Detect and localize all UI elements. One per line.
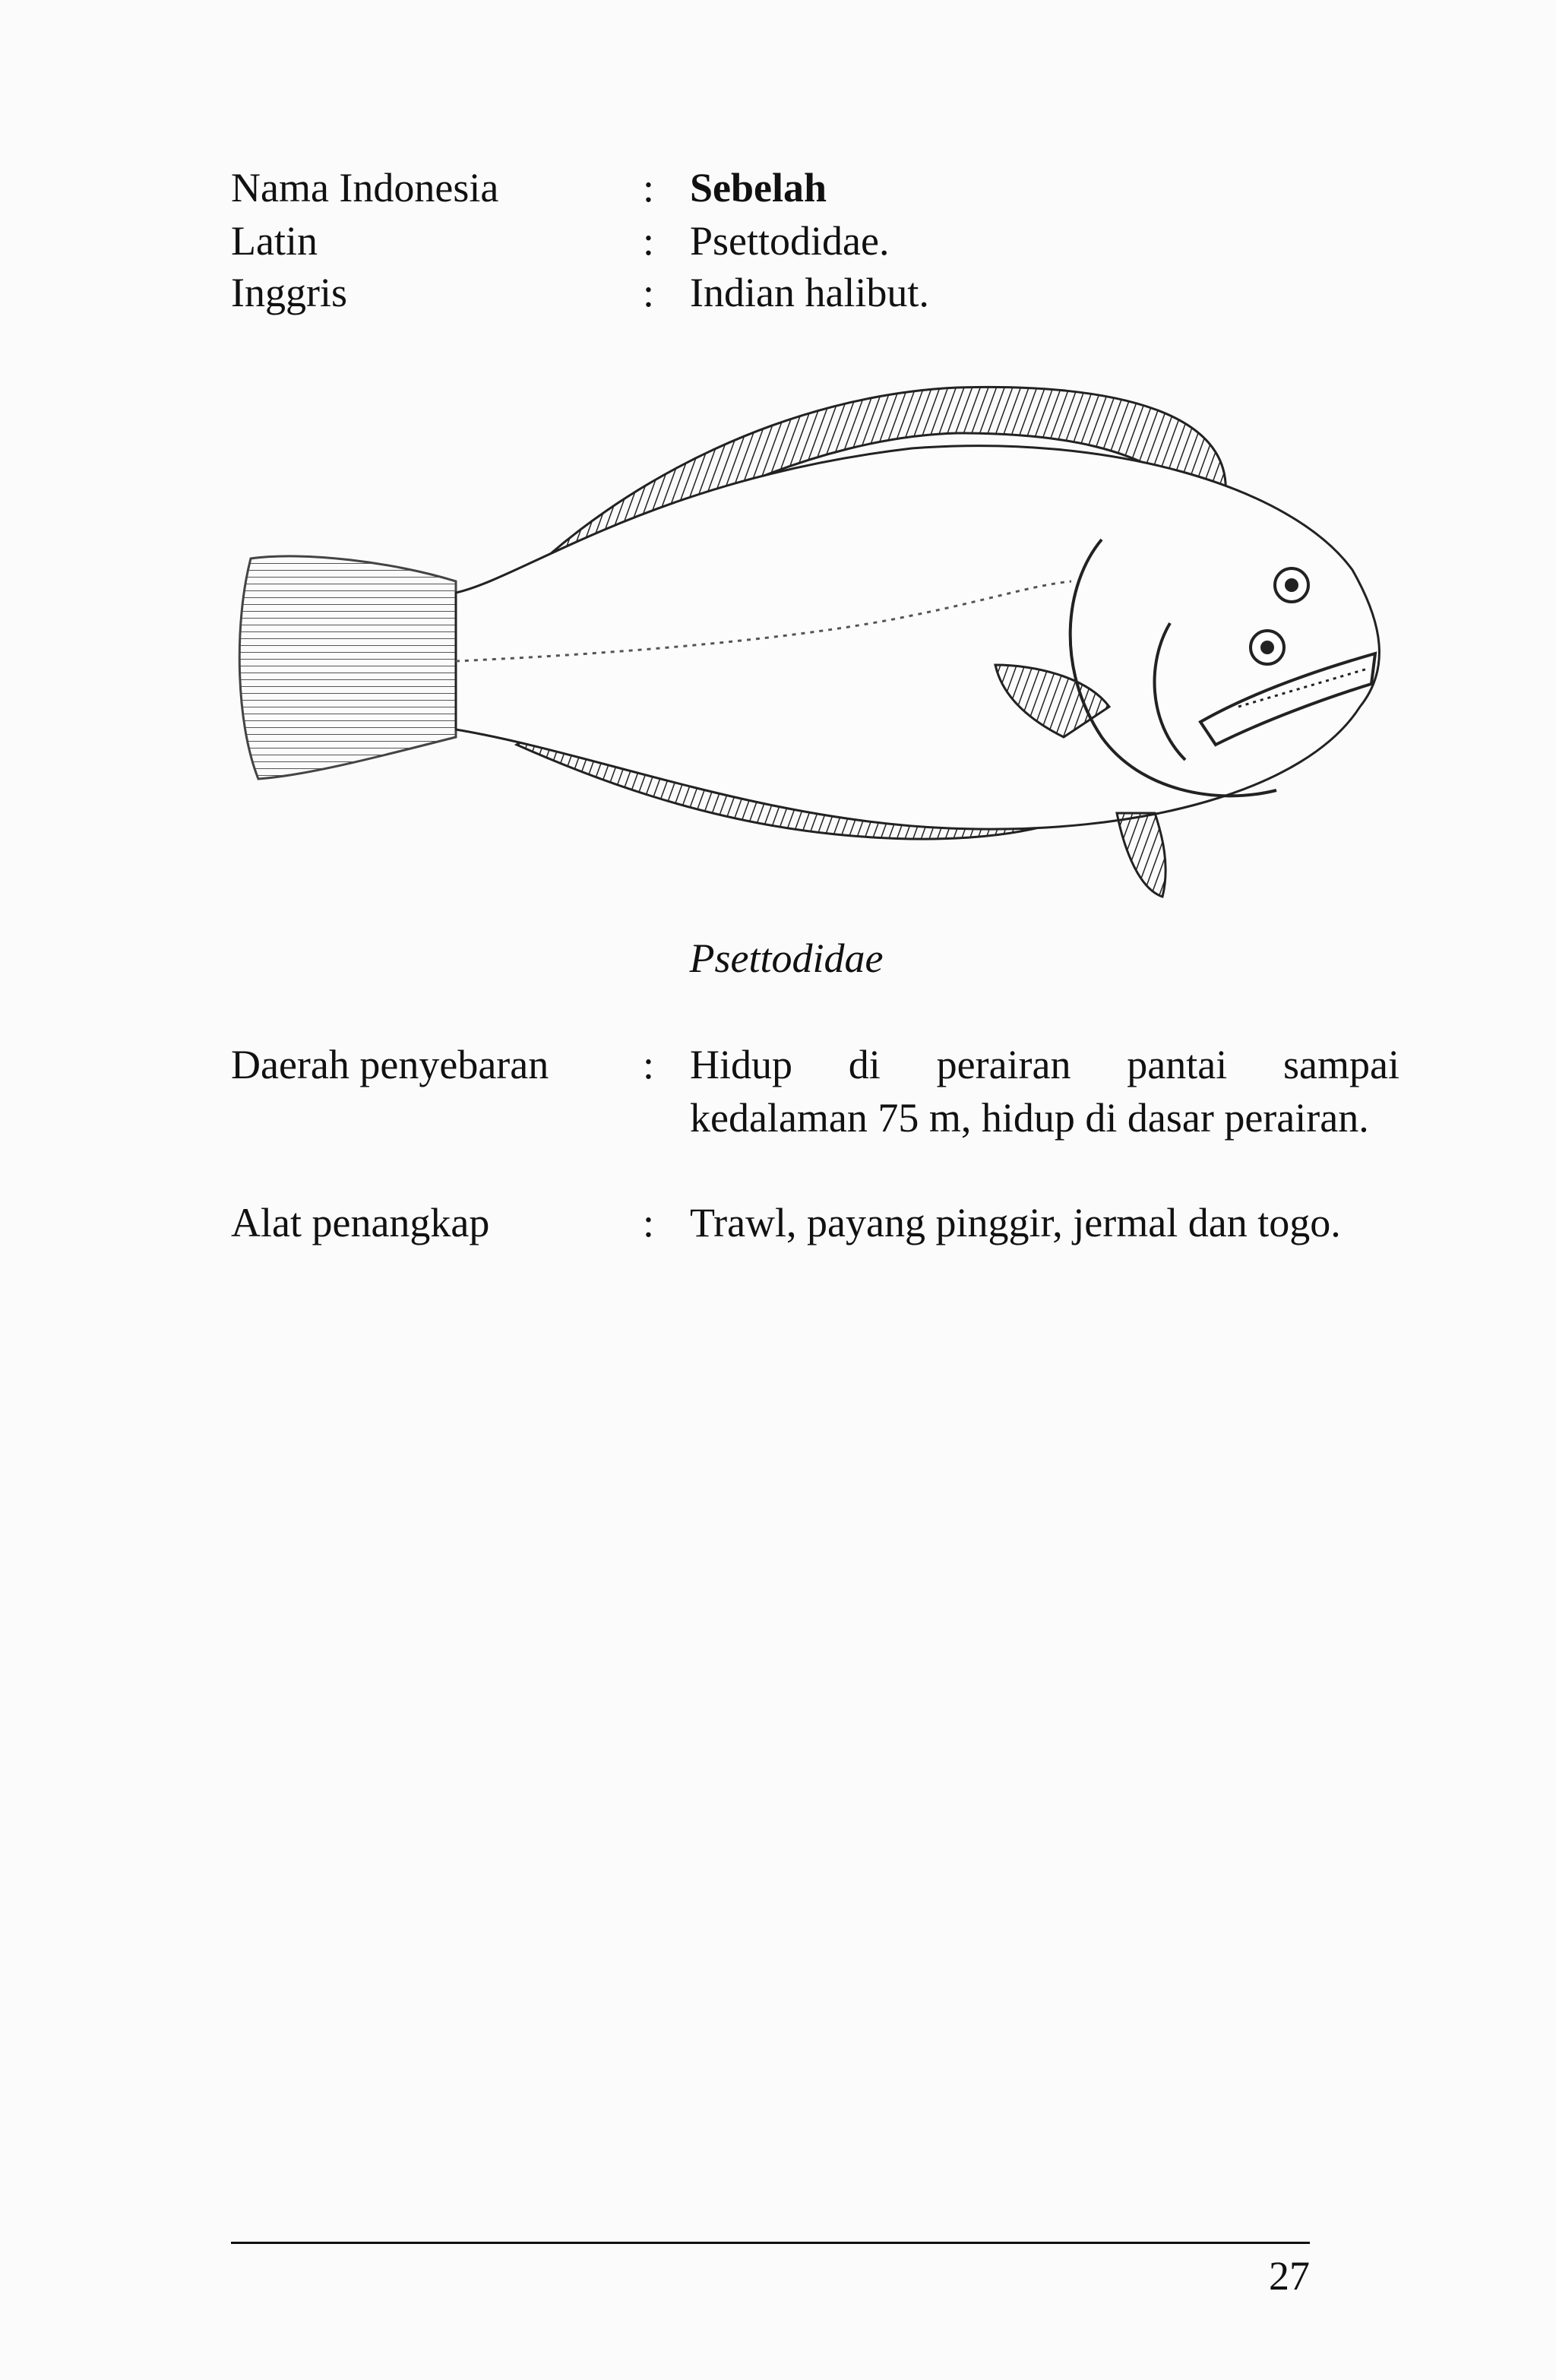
label-nama-indonesia: Nama Indonesia: [231, 165, 499, 210]
page-number: 27: [1269, 2253, 1310, 2299]
footer-rule: [231, 2242, 1310, 2244]
colon-inggris: :: [643, 270, 655, 315]
label-alat-penangkap: Alat penangkap: [231, 1200, 490, 1245]
fish-illustration-icon: [228, 365, 1413, 927]
colon-alat-penangkap: :: [643, 1200, 655, 1245]
label-daerah-penyebaran: Daerah penyebaran: [231, 1042, 549, 1087]
value-nama-indonesia: Sebelah: [690, 165, 827, 210]
colon-daerah-penyebaran: :: [643, 1042, 655, 1087]
colon-nama-indonesia: :: [643, 165, 655, 210]
value-daerah-penyebaran: Hidup di perairan pantai sampai kedalaman 75 m, hidup di dasar perairan.: [690, 1042, 1399, 1141]
tail-fin: [239, 556, 456, 779]
colon-latin: :: [643, 218, 655, 264]
label-inggris: Inggris: [231, 270, 347, 315]
value-inggris: Indian halibut.: [690, 270, 929, 315]
figure-caption: Psettodidae: [689, 935, 884, 981]
label-latin: Latin: [231, 218, 318, 264]
value-alat-penangkap: Trawl, payang pinggir, jermal dan togo.: [690, 1200, 1341, 1245]
value-latin: Psettodidae.: [690, 218, 890, 264]
